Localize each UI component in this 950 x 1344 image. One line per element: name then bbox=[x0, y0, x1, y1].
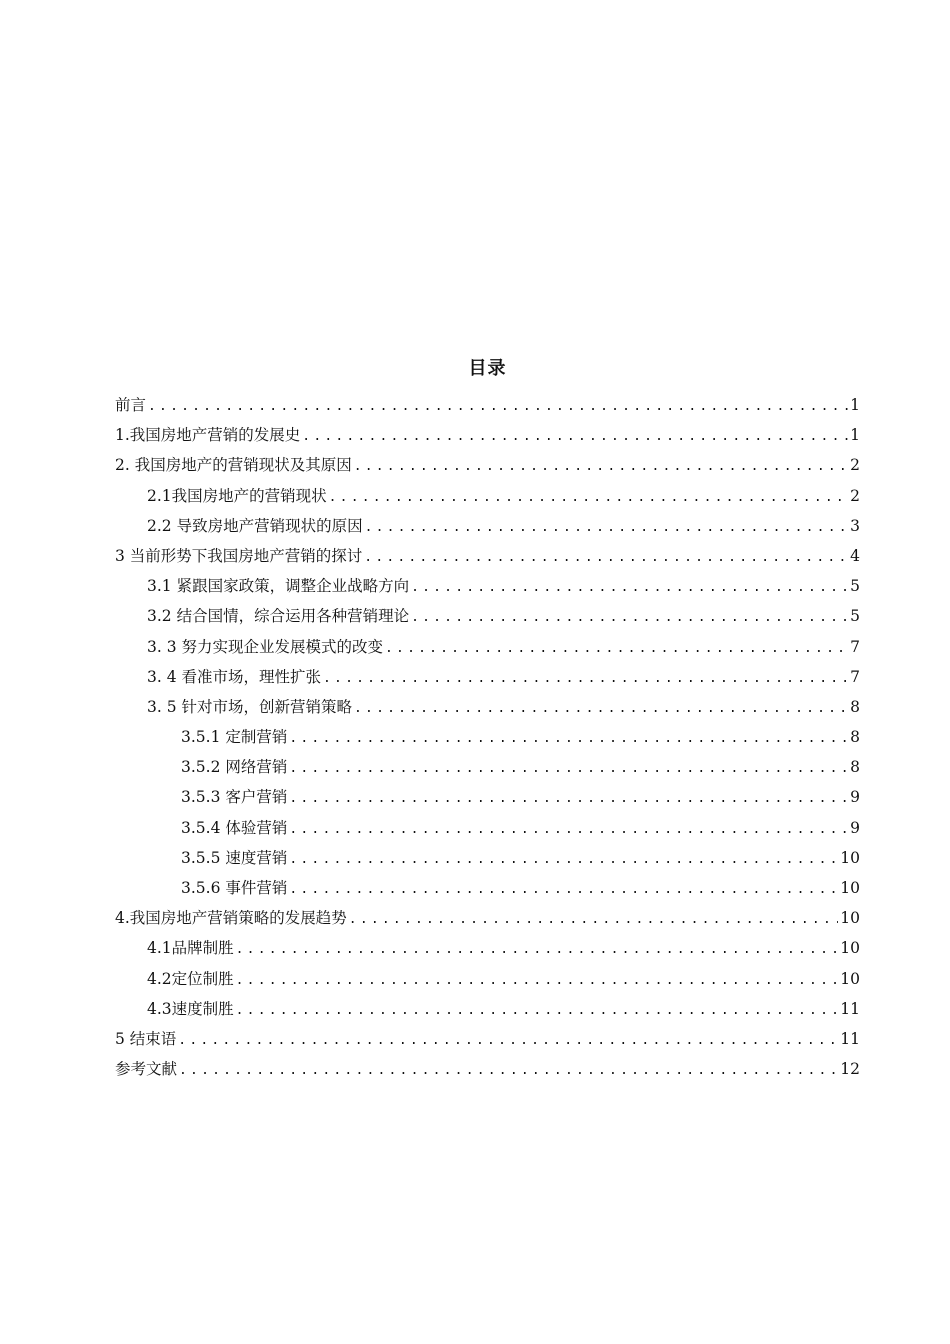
toc-dot-leader bbox=[354, 452, 848, 482]
toc-entry-page-number: 10 bbox=[840, 909, 860, 928]
toc-entry[interactable] bbox=[115, 752, 860, 782]
toc-entry-page-number: 1 bbox=[850, 396, 860, 414]
toc-entry-page-number: 1 bbox=[850, 426, 860, 445]
toc-entry-label: 5 结束语 bbox=[115, 1029, 177, 1048]
toc-entry-page-number: 5 bbox=[850, 577, 860, 596]
toc-entry-page-number: 10 bbox=[840, 848, 860, 867]
toc-entry-label: 3.1 紧跟国家政策，调整企业战略方向 bbox=[147, 577, 410, 596]
toc-entry[interactable] bbox=[115, 873, 860, 903]
toc-entry-label: 4.我国房地产营销策略的发展趋势 bbox=[115, 909, 347, 928]
toc-entry-label: 3.2 结合国情，综合运用各种营销理论 bbox=[147, 607, 410, 626]
toc-dot-leader bbox=[236, 966, 839, 996]
toc-entry-page-number: 8 bbox=[850, 758, 860, 777]
toc-dot-leader bbox=[411, 603, 848, 633]
toc-entry-label: 1.我国房地产营销的发展史 bbox=[115, 426, 301, 445]
toc-entry[interactable] bbox=[115, 692, 860, 722]
toc-entry[interactable] bbox=[115, 994, 860, 1024]
toc-entry-page-number: 5 bbox=[850, 607, 860, 626]
toc-entry-label: 4.2定位制胜 bbox=[147, 969, 234, 988]
toc-entry-page-number: 4 bbox=[850, 546, 860, 565]
toc-dot-leader bbox=[178, 1026, 838, 1056]
toc-entry-page-number: 2 bbox=[850, 456, 860, 475]
toc-entry-page-number: 10 bbox=[840, 969, 860, 988]
toc-entry-page-number: 7 bbox=[850, 637, 860, 656]
toc-list bbox=[115, 390, 860, 1084]
toc-entry-page-number: 8 bbox=[850, 697, 860, 716]
toc-entry-label: 2.2 导致房地产营销现状的原因 bbox=[147, 516, 363, 535]
toc-dot-leader bbox=[302, 422, 848, 452]
toc-entry-page-number: 10 bbox=[840, 879, 860, 897]
toc-entry-label: 4.3速度制胜 bbox=[147, 999, 234, 1018]
toc-entry-label: 3. 5 针对市场，创新营销策略 bbox=[147, 697, 353, 716]
toc-entry-label: 前言 bbox=[115, 396, 147, 414]
toc-entry[interactable] bbox=[115, 420, 860, 450]
toc-entry[interactable] bbox=[115, 722, 860, 752]
toc-entry-label: 3.5.2 网络营销 bbox=[181, 758, 288, 777]
toc-dot-leader bbox=[411, 573, 848, 603]
toc-dot-leader bbox=[329, 483, 848, 513]
toc-entry-label: 3. 3 努力实现企业发展模式的改变 bbox=[147, 637, 384, 656]
toc-dot-leader bbox=[289, 845, 838, 875]
toc-entry-page-number: 8 bbox=[850, 728, 860, 747]
toc-dot-leader bbox=[289, 754, 848, 784]
table-of-contents bbox=[115, 356, 860, 1084]
toc-entry-label: 3.5.5 速度营销 bbox=[181, 848, 288, 867]
toc-entry[interactable] bbox=[115, 933, 860, 963]
toc-entry[interactable] bbox=[115, 541, 860, 571]
toc-entry[interactable] bbox=[115, 601, 860, 631]
toc-entry[interactable] bbox=[115, 843, 860, 873]
toc-dot-leader bbox=[289, 784, 848, 814]
toc-entry-page-number: 12 bbox=[840, 1060, 860, 1079]
toc-dot-leader bbox=[236, 996, 839, 1026]
toc-entry-page-number: 9 bbox=[850, 818, 860, 837]
toc-entry[interactable] bbox=[115, 964, 860, 994]
toc-entry[interactable] bbox=[115, 481, 860, 511]
toc-dot-leader bbox=[385, 634, 848, 664]
toc-entry-page-number: 11 bbox=[840, 999, 860, 1018]
toc-dot-leader bbox=[349, 905, 838, 935]
toc-entry-label: 4.1品牌制胜 bbox=[147, 939, 234, 958]
toc-entry-label: 2. 我国房地产的营销现状及其原因 bbox=[115, 456, 352, 475]
toc-dot-leader bbox=[289, 815, 848, 845]
toc-entry-page-number: 10 bbox=[840, 939, 860, 958]
toc-entry[interactable] bbox=[115, 903, 860, 933]
toc-dot-leader bbox=[354, 694, 848, 724]
toc-title: 目录 bbox=[468, 358, 507, 379]
toc-entry[interactable] bbox=[115, 450, 860, 480]
toc-dot-leader bbox=[289, 875, 838, 905]
toc-entry[interactable] bbox=[115, 662, 860, 692]
toc-entry-page-number: 11 bbox=[840, 1029, 860, 1048]
toc-entry[interactable] bbox=[115, 632, 860, 662]
toc-entry-page-number: 7 bbox=[850, 667, 860, 686]
toc-entry-label: 3. 4 看准市场，理性扩张 bbox=[147, 667, 322, 686]
toc-entry-page-number: 2 bbox=[850, 486, 860, 505]
toc-entry[interactable] bbox=[115, 782, 860, 812]
toc-entry-page-number: 9 bbox=[850, 788, 860, 807]
toc-dot-leader bbox=[289, 724, 848, 754]
toc-dot-leader bbox=[236, 935, 839, 965]
toc-entry-label: 3.5.4 体验营销 bbox=[181, 818, 288, 837]
toc-dot-leader bbox=[323, 664, 848, 694]
toc-entry[interactable] bbox=[115, 511, 860, 541]
toc-entry-label: 3 当前形势下我国房地产营销的探讨 bbox=[115, 546, 363, 565]
toc-entry-label: 3.5.3 客户营销 bbox=[181, 788, 288, 807]
toc-entry-page-number: 3 bbox=[850, 516, 860, 535]
toc-entry-label: 3.5.6 事件营销 bbox=[181, 879, 288, 897]
toc-dot-leader bbox=[148, 392, 848, 422]
toc-entry[interactable] bbox=[115, 1054, 860, 1084]
toc-entry-label: 3.5.1 定制营销 bbox=[181, 728, 288, 747]
toc-dot-leader bbox=[365, 513, 849, 543]
toc-entry[interactable] bbox=[115, 571, 860, 601]
toc-entry-label: 2.1我国房地产的营销现状 bbox=[147, 486, 327, 505]
toc-entry[interactable] bbox=[115, 1024, 860, 1054]
toc-dot-leader bbox=[364, 543, 848, 573]
toc-dot-leader bbox=[179, 1056, 838, 1086]
toc-entry[interactable] bbox=[115, 390, 860, 420]
toc-entry[interactable] bbox=[115, 813, 860, 843]
toc-entry-label: 参考文献 bbox=[115, 1060, 178, 1079]
